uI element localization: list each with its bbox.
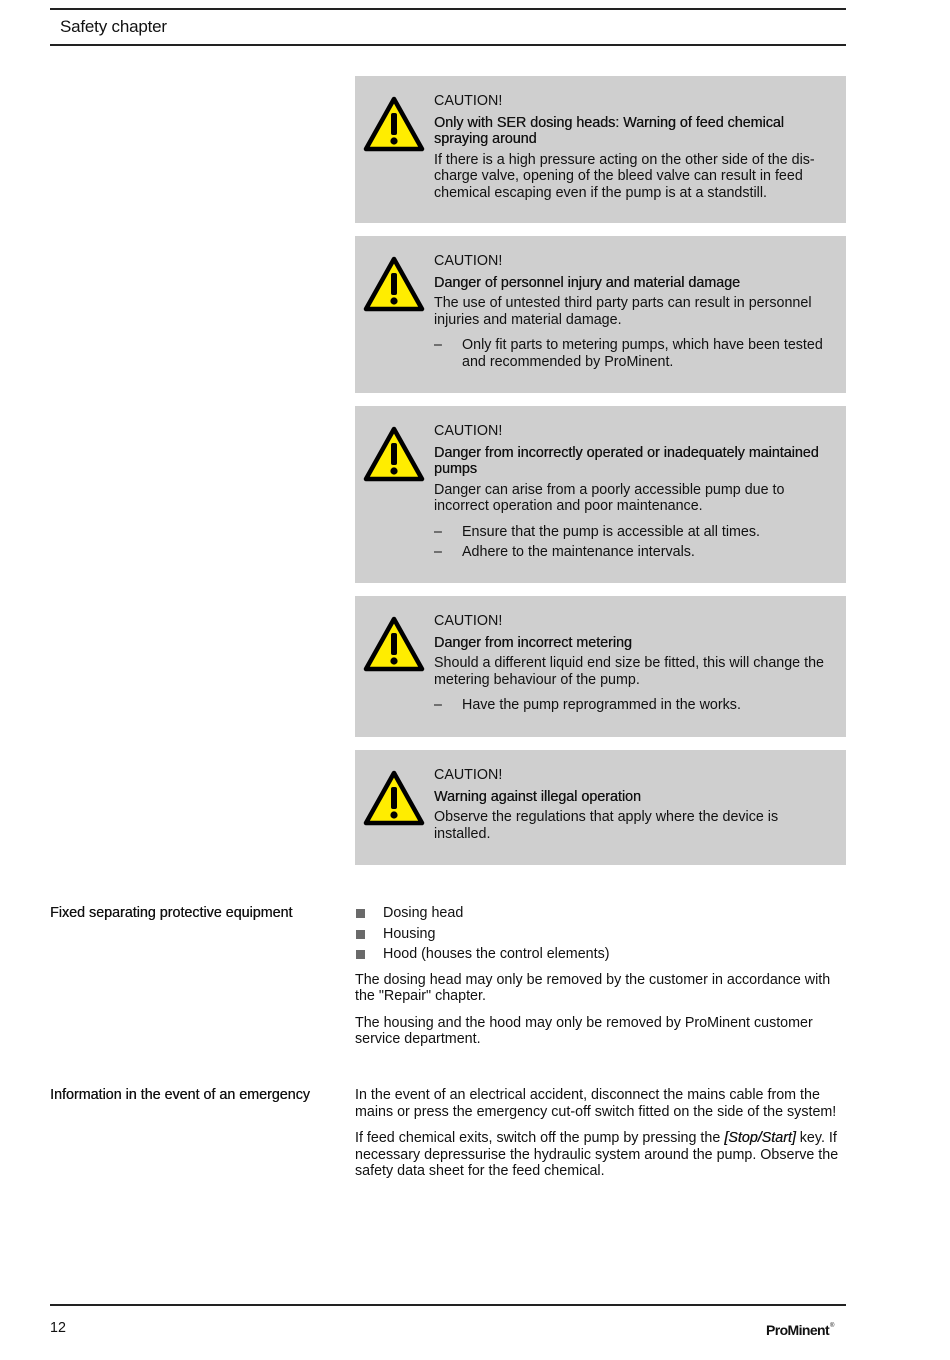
square-bullet-icon — [356, 950, 365, 959]
caution-box — [355, 750, 846, 865]
paragraph: The dosing head may only be removed by the customer in accordance with the "Repair" chapter. — [355, 971, 831, 1004]
caution-body: Danger can arise from a poorly accessible pump due to incorrect operation and poor maintenance. — [434, 481, 785, 514]
registered-mark: ® — [830, 1323, 834, 1330]
key-reference: [Stop/Start] — [724, 1130, 796, 1146]
dash-bullet: – — [434, 523, 442, 540]
dash-bullet: – — [434, 697, 442, 713]
page-title: Safety chapter — [60, 17, 167, 36]
list-item-text: Housing — [383, 925, 436, 942]
caution-box — [355, 406, 846, 583]
square-bullet-icon — [356, 909, 365, 918]
list-item — [355, 926, 847, 943]
caution-box — [355, 76, 846, 223]
list-item-text: Hood (houses the control elements) — [383, 946, 610, 962]
caution-body: If there is a high pressure acting on the other side of the discharge valve, opening of the bleed valve can result in feed chemical escaping even if the pump is at a standstill. — [434, 151, 815, 201]
caution-signal-word: CAUTION! — [434, 253, 503, 269]
bullet-list — [355, 905, 847, 963]
section-label-emergency: Information in the event of an emergency — [50, 1087, 310, 1103]
caution-headline: Danger from incorrectly operated or inadequately maintained pumps — [434, 444, 819, 477]
caution-signal-word: CAUTION! — [434, 767, 503, 783]
paragraph-text: If feed chemical exits, switch off the pump by pressing the — [355, 1130, 725, 1146]
caution-action-list — [434, 524, 836, 561]
list-item — [355, 946, 847, 963]
caution-box — [355, 596, 846, 737]
page-number: 12 — [50, 1320, 66, 1336]
caution-signal-word: CAUTION! — [434, 613, 503, 629]
caution-action-text: Ensure that the pump is accessible at all times. — [462, 523, 760, 540]
section-label-protective-equipment: Fixed separating protective equipment — [50, 905, 293, 921]
paragraph-text: key. If necessary depressurise the hydraulic system around the pump. Observe the safety data sheet for the feed chemical. — [355, 1130, 839, 1179]
caution-action-item — [434, 524, 836, 541]
caution-action-text: Adhere to the maintenance intervals. — [462, 544, 695, 560]
caution-headline: Warning against illegal operation — [434, 788, 641, 805]
caution-box — [355, 236, 846, 393]
square-bullet-icon — [356, 930, 365, 939]
caution-action-item — [434, 337, 836, 370]
caution-headline: Only with SER dosing heads: Warning of feed chemical spraying around — [434, 114, 784, 147]
caution-signal-word: CAUTION! — [434, 423, 503, 439]
list-item — [355, 905, 847, 922]
caution-action-text: Have the pump reprogrammed in the works. — [462, 697, 741, 713]
caution-body: The use of untested third party parts can result in personnel injuries and material damage. — [434, 295, 812, 328]
caution-headline: Danger of personnel injury and material damage — [434, 274, 740, 291]
warning-triangle-icon — [363, 256, 425, 312]
dash-bullet: – — [434, 544, 442, 560]
caution-signal-word: CAUTION! — [434, 93, 503, 109]
paragraph: The housing and the hood may only be removed by ProMinent customer service department. — [355, 1014, 813, 1047]
warning-triangle-icon — [363, 770, 425, 826]
warning-triangle-icon — [363, 616, 425, 672]
brand-logo — [766, 1322, 834, 1338]
caution-action-text: Only fit parts to metering pumps, which have been tested and recommended by ProMinent. — [462, 337, 823, 370]
paragraph: In the event of an electrical accident, disconnect the mains cable from the mains or press the emergency cut-off switch fitted on the side of the system! — [355, 1087, 837, 1120]
caution-action-list — [434, 337, 836, 370]
page-header — [50, 8, 846, 46]
section-body-protective-equipment — [355, 905, 847, 1058]
dash-bullet: – — [434, 337, 442, 353]
caution-action-list — [434, 697, 836, 714]
caution-body: Should a different liquid end size be fitted, this will change the metering behaviour of the pump. — [434, 655, 824, 688]
warning-triangle-icon — [363, 426, 425, 482]
caution-action-item — [434, 697, 836, 714]
caution-body: Observe the regulations that apply where the device is installed. — [434, 809, 779, 842]
brand-name: ProMinent — [766, 1322, 830, 1338]
section-body-emergency — [355, 1087, 847, 1190]
paragraph — [355, 1130, 847, 1180]
caution-headline: Danger from incorrect metering — [434, 634, 632, 651]
caution-action-item — [434, 544, 836, 561]
list-item-text: Dosing head — [383, 905, 464, 921]
warning-triangle-icon — [363, 96, 425, 152]
page-footer-rule — [50, 1304, 846, 1306]
